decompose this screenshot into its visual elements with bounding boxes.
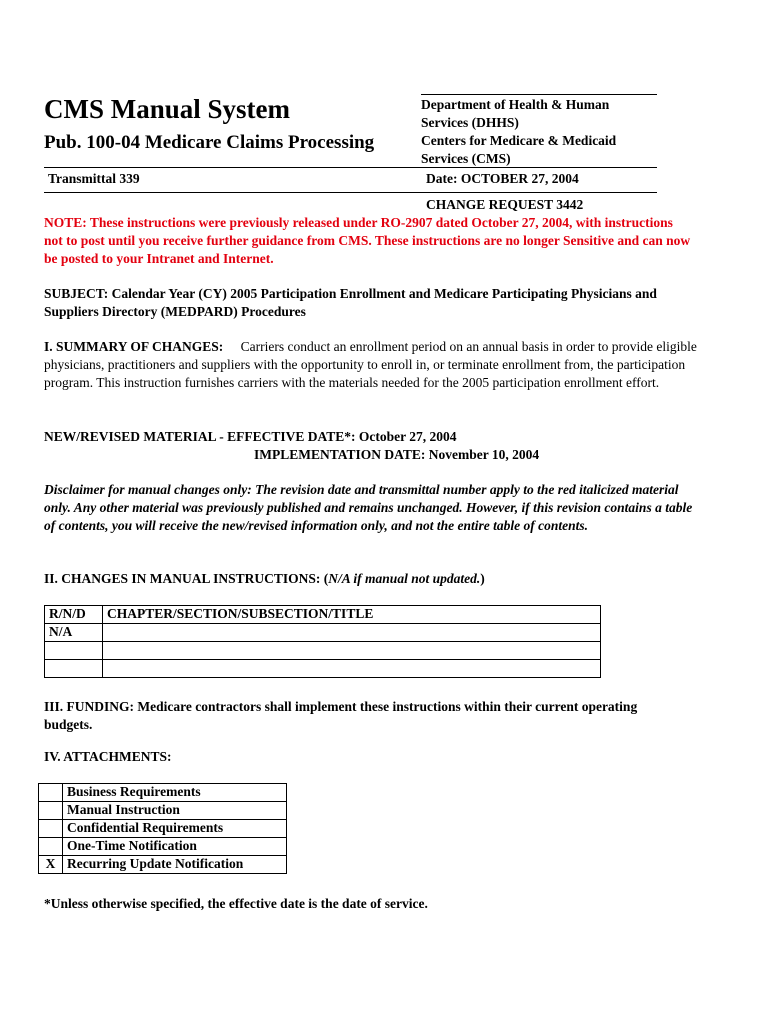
header-mid-rule xyxy=(44,167,657,168)
attachment-mark xyxy=(39,820,63,838)
date: Date: OCTOBER 27, 2004 xyxy=(426,171,579,186)
table-row xyxy=(45,624,601,642)
table-cell xyxy=(45,642,103,660)
dept-line2: Services (DHHS) xyxy=(421,115,519,130)
system-title: CMS Manual System xyxy=(44,94,291,124)
attachment-mark xyxy=(39,802,63,820)
attachment-row xyxy=(39,802,287,820)
changes-heading-text: II. CHANGES IN MANUAL INSTRUCTIONS: ( xyxy=(44,571,329,586)
col-rnd-header: R/N/D xyxy=(45,606,103,624)
summary-text: Carriers conduct an enrollment period on an annual basis in order to provide eligible physicians, practitioners and suppliers with the opportunity to enroll in, or terminate enrollment from, the participation program. This instruction furnishes carriers with the materials needed for the 2005 participation enrollment effort. xyxy=(44,339,697,390)
table-cell: N/A xyxy=(45,624,103,642)
changes-heading xyxy=(44,570,485,588)
note: NOTE: These instructions were previously released under RO-2907 dated October 27, 2004, with instructions not to post until you receive further guidance from CMS. These instructions are no longer Sensitive and can now be posted to your Intranet and Internet. xyxy=(44,215,691,266)
table-row xyxy=(45,660,601,678)
dept-block xyxy=(421,96,616,168)
transmittal: Transmittal 339 xyxy=(48,171,140,186)
attachments-heading: IV. ATTACHMENTS: xyxy=(44,749,172,764)
attachment-mark: X xyxy=(39,856,63,874)
header-top-rule xyxy=(421,94,657,95)
subject: SUBJECT: Calendar Year (CY) 2005 Participation Enrollment and Medicare Participating Physicians and Suppliers Directory (MEDPARD) Procedures xyxy=(44,286,657,319)
attachment-mark xyxy=(39,838,63,856)
disclaimer: Disclaimer for manual changes only: The revision date and transmittal number apply to the red italicized material only. Any other material was previously published and remains unchanged. However, if this revision contains a table of contents, you will receive the new/revised information only, and not the entire table of contents. xyxy=(44,482,693,533)
summary xyxy=(44,338,704,392)
effective-date: NEW/REVISED MATERIAL - EFFECTIVE DATE*: October 27, 2004 xyxy=(44,429,457,444)
attachment-label: One-Time Notification xyxy=(63,838,287,856)
change-request: CHANGE REQUEST 3442 xyxy=(426,197,584,212)
attachment-label: Manual Instruction xyxy=(63,802,287,820)
centers-line1: Centers for Medicare & Medicaid xyxy=(421,133,617,148)
changes-heading-italic: N/A if manual not updated. xyxy=(328,571,481,586)
col-chapter-header: CHAPTER/SECTION/SUBSECTION/TITLE xyxy=(103,606,601,624)
attachment-label: Business Requirements xyxy=(63,784,287,802)
dept-line1: Department of Health & Human xyxy=(421,97,610,112)
attachment-label: Recurring Update Notification xyxy=(63,856,287,874)
funding: III. FUNDING: Medicare contractors shall implement these instructions within their current operating budgets. xyxy=(44,699,638,732)
attachment-row xyxy=(39,820,287,838)
table-cell xyxy=(103,642,601,660)
table-cell xyxy=(103,624,601,642)
centers-line2: Services (CMS) xyxy=(421,151,511,166)
attachment-row xyxy=(39,784,287,802)
table-row xyxy=(45,642,601,660)
pub-title: Pub. 100-04 Medicare Claims Processing xyxy=(44,132,375,153)
attachment-mark xyxy=(39,784,63,802)
attachment-label: Confidential Requirements xyxy=(63,820,287,838)
attachments-table xyxy=(38,783,287,874)
footnote: *Unless otherwise specified, the effective date is the date of service. xyxy=(44,896,428,911)
header-bottom-rule xyxy=(44,192,657,193)
implementation-date: IMPLEMENTATION DATE: November 10, 2004 xyxy=(254,447,540,462)
summary-heading: I. SUMMARY OF CHANGES: xyxy=(44,339,224,354)
changes-heading-close: ) xyxy=(480,571,485,586)
table-header-row xyxy=(45,606,601,624)
attachment-row xyxy=(39,838,287,856)
table-cell xyxy=(45,660,103,678)
attachment-row xyxy=(39,856,287,874)
table-cell xyxy=(103,660,601,678)
changes-table xyxy=(44,605,601,678)
